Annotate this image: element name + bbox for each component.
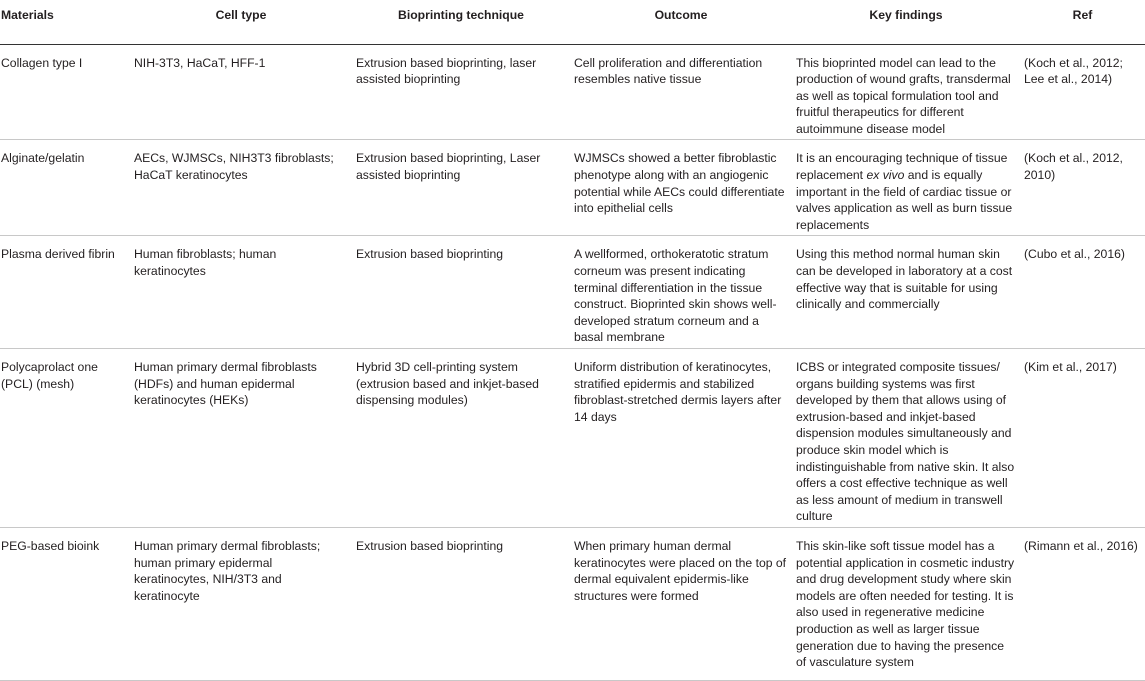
cell-technique: Extrusion based bioprinting	[356, 538, 504, 553]
key-findings-italic-text: ex vivo	[866, 168, 905, 183]
cell-key-findings	[792, 140, 1020, 236]
cell-materials: Collagen type I	[1, 55, 83, 70]
cell-technique: Extrusion based bioprinting, Laser assisted bioprinting	[356, 151, 541, 183]
cell-technique: Hybrid 3D cell-printing system (extrusion based and inkjet-based dispensing modules)	[356, 360, 539, 408]
header-materials: Materials	[1, 8, 54, 22]
cell-ref: (Koch et al., 2012, 2010)	[1024, 151, 1123, 183]
table-row	[0, 140, 1145, 236]
table-header-row	[0, 0, 1145, 44]
cell-key-findings: This skin-like soft tissue model has a potential application in cosmetic industry and drug development study where skin models are often needed for testing. It is also used in regenerative medicine production as well as larger tissue generation due to having the presence of vasculature system	[796, 538, 1015, 670]
cell-materials: Alginate/gelatin	[1, 151, 85, 166]
cell-ref: (Koch et al., 2012; Lee et al., 2014)	[1024, 55, 1123, 87]
cell-outcome: When primary human dermal keratinocytes were placed on the top of dermal equivalent epidermis-like structures were formed	[574, 538, 787, 603]
cell-cell-type: Human fibroblasts; human keratinocytes	[134, 247, 277, 279]
cell-ref: (Rimann et al., 2016)	[1024, 538, 1138, 553]
cell-outcome: Uniform distribution of keratinocytes, stratified epidermis and stabilized fibroblast-stretched dermis layers after 14 days	[574, 360, 782, 424]
header-outcome: Outcome	[654, 8, 708, 22]
cell-cell-type: Human primary dermal fibroblasts; human primary epidermal keratinocytes, NIH/3T3 and keratinocyte	[134, 538, 321, 603]
table-row	[0, 349, 1145, 528]
cell-technique: Extrusion based bioprinting	[356, 247, 504, 262]
cell-materials: Polycaprolact one (PCL) (mesh)	[1, 360, 98, 391]
header-ref: Ref	[1072, 8, 1093, 22]
key-findings-text: and is equally important in the field of cardiac tissue or valves application as well as burn tissue replacements	[796, 168, 1013, 232]
table-row	[0, 44, 1145, 140]
cell-materials: PEG-based bioink	[1, 538, 100, 553]
cell-cell-type: Human primary dermal fibroblasts (HDFs) and human epidermal keratinocytes (HEKs)	[134, 360, 317, 408]
cell-outcome: Cell proliferation and differentiation resembles native tissue	[574, 55, 763, 87]
table-row	[0, 236, 1145, 349]
cell-key-findings: This bioprinted model can lead to the production of wound grafts, transdermal as well as topical formulation tool and fruitful therapeutics for different autoimmune disease model	[796, 55, 1011, 136]
cell-materials: Plasma derived fibrin	[1, 247, 115, 262]
cell-cell-type: NIH-3T3, HaCaT, HFF-1	[134, 55, 266, 70]
cell-ref: (Cubo et al., 2016)	[1024, 247, 1125, 262]
table-row	[0, 527, 1145, 680]
cell-ref: (Kim et al., 2017)	[1024, 360, 1117, 374]
header-key-findings: Key findings	[869, 8, 943, 22]
cell-outcome: A wellformed, orthokeratotic stratum corneum was present indicating terminal differentiation in the tissue construct. Bioprinted skin shows well-developed stratum corneum and a basal membrane	[574, 247, 777, 345]
cell-key-findings: Using this method normal human skin can be developed in laboratory at a cost effective way that is suitable for using clinically and commercially	[796, 247, 1013, 312]
cell-outcome: WJMSCs showed a better fibroblastic phenotype along with an angiogenic potential while AECs could differentiate into epithelial cells	[574, 151, 785, 216]
cell-key-findings: ICBS or integrated composite tissues/ organs building systems was first developed by them that allows using of extrusion-based and inkjet-based dispension modules simultaneously and produce skin model which is indistinguishable from native skin. It also offers a cost effective technique as well as less amount of medium in transwell culture	[796, 360, 1015, 524]
cell-technique: Extrusion based bioprinting, laser assisted bioprinting	[356, 55, 537, 87]
cell-cell-type: AECs, WJMSCs, NIH3T3 fibroblasts; HaCaT keratinocytes	[134, 151, 334, 183]
header-cell-type: Cell type	[215, 8, 267, 22]
header-bioprinting-technique: Bioprinting technique	[398, 8, 524, 22]
key-findings-text: It is an encouraging technique of tissue replacement	[796, 151, 1008, 183]
